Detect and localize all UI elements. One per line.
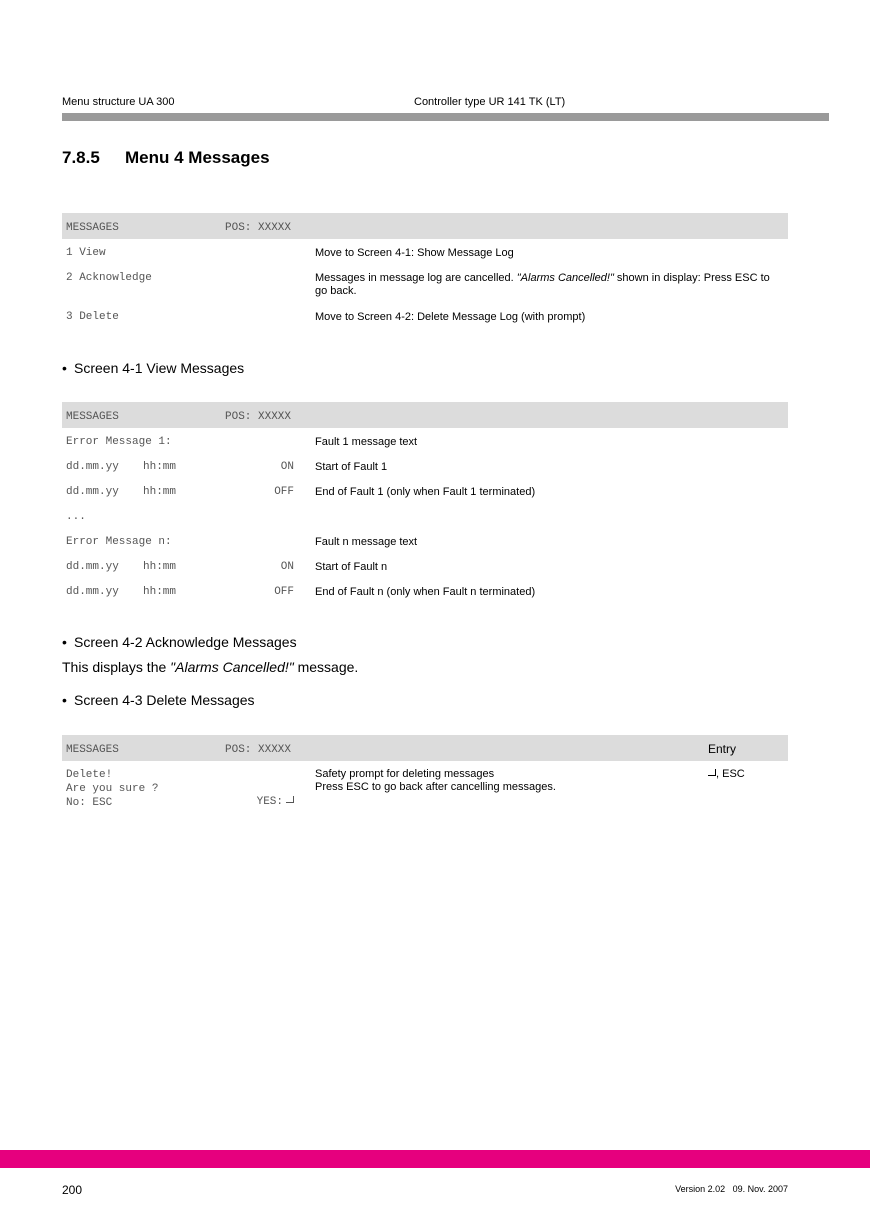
menu-item-description <box>315 272 785 298</box>
bullet-screen-4-2 <box>62 634 297 650</box>
table-row <box>62 453 788 478</box>
row-description: Start of Fault 1 <box>315 461 388 473</box>
header-rule <box>62 113 829 121</box>
lcd-prompt <box>66 768 158 810</box>
bullet-text: Screen 4-2 Acknowledge Messages <box>74 634 297 650</box>
header-center: Controller type UR 141 TK (LT) <box>414 96 566 108</box>
screen-pos: POS: XXXXX <box>225 744 292 756</box>
row-description: End of Fault n (only when Fault n terminated) <box>315 586 536 598</box>
body-text: message. <box>293 659 359 675</box>
lcd-text: Error Message 1: <box>66 436 172 448</box>
body-text: This displays the <box>62 659 171 675</box>
menu-item-description: Move to Screen 4-1: Show Message Log <box>315 247 514 259</box>
page-number: 200 <box>62 1183 83 1197</box>
table-row <box>62 503 788 528</box>
table-row <box>62 264 788 303</box>
menu-item-label: 2 Acknowledge <box>66 272 152 284</box>
bullet-icon: • <box>62 360 67 376</box>
lcd-time: hh:mm <box>143 461 177 473</box>
table-row <box>62 478 788 503</box>
lcd-time: hh:mm <box>143 586 177 598</box>
menu-item-label: 3 Delete <box>66 311 119 323</box>
row-description <box>315 768 556 794</box>
menu4-table <box>62 213 788 328</box>
lcd-status: OFF <box>274 486 294 498</box>
bullet-screen-4-3 <box>62 692 255 708</box>
bullet-text: Screen 4-1 View Messages <box>74 360 245 376</box>
lcd-line: No: ESC <box>66 797 113 809</box>
lcd-date: dd.mm.yy <box>66 586 119 598</box>
screen41-table <box>62 402 788 603</box>
menu4-table-header <box>62 213 788 239</box>
lcd-line: Are you sure ? <box>66 783 159 795</box>
entry-keys <box>705 768 745 780</box>
entry-keys-text: , ESC <box>716 768 745 780</box>
header-left: Menu structure UA 300 <box>62 96 175 108</box>
table-row <box>62 239 788 264</box>
lcd-status: ON <box>280 561 294 573</box>
screen43-table <box>62 735 788 811</box>
lcd-yes-label: YES: <box>256 796 283 808</box>
screen-title: MESSAGES <box>66 411 119 423</box>
lcd-text: Error Message n: <box>66 536 172 548</box>
row-description: End of Fault 1 (only when Fault 1 terminated) <box>315 486 536 498</box>
screen-title: MESSAGES <box>66 744 119 756</box>
lcd-line: Delete! <box>66 769 113 781</box>
description-line: Safety prompt for deleting messages <box>315 768 495 780</box>
menu-item-label: 1 View <box>66 247 106 259</box>
version-info: Version 2.02 09. Nov. 2007 <box>675 1184 788 1194</box>
enter-icon <box>286 796 294 803</box>
table-row <box>62 428 788 453</box>
enter-icon <box>708 769 716 776</box>
section-number: 7.8.5 <box>62 148 100 167</box>
screen43-table-header <box>62 735 788 761</box>
description-line: Press ESC to go back after cancelling messages. <box>315 781 556 793</box>
bullet-icon: • <box>62 634 67 650</box>
lcd-date: dd.mm.yy <box>66 486 119 498</box>
screen41-table-header <box>62 402 788 428</box>
description-text: shown in display: Press ESC to go back. <box>315 272 770 297</box>
body-emphasis: "Alarms Cancelled!" <box>170 659 294 675</box>
section-title: Menu 4 Messages <box>125 148 270 167</box>
table-row <box>62 528 788 553</box>
description-emphasis: "Alarms Cancelled!" <box>516 272 614 284</box>
table-row <box>62 303 788 328</box>
screen-pos: POS: XXXXX <box>225 222 292 234</box>
bullet-icon: • <box>62 692 67 708</box>
table-row <box>62 761 788 811</box>
bullet-text: Screen 4-3 Delete Messages <box>74 692 255 708</box>
bullet-screen-4-1 <box>62 360 244 376</box>
table-row <box>62 553 788 578</box>
lcd-yes <box>252 796 294 808</box>
screen-title: MESSAGES <box>66 222 119 234</box>
lcd-time: hh:mm <box>143 561 177 573</box>
screen42-description <box>62 659 358 675</box>
entry-column-header: Entry <box>708 742 737 756</box>
lcd-time: hh:mm <box>143 486 177 498</box>
lcd-text: ... <box>66 511 86 523</box>
description-text: Messages in message log are cancelled. <box>315 272 517 284</box>
screen-pos: POS: XXXXX <box>225 411 292 423</box>
table-row <box>62 578 788 603</box>
lcd-status: OFF <box>274 586 294 598</box>
row-description: Start of Fault n <box>315 561 388 573</box>
lcd-date: dd.mm.yy <box>66 561 119 573</box>
row-description: Fault n message text <box>315 536 418 548</box>
row-description: Fault 1 message text <box>315 436 418 448</box>
menu-item-description: Move to Screen 4-2: Delete Message Log (with prompt) <box>315 311 586 323</box>
footer-accent-bar <box>0 1150 870 1168</box>
lcd-date: dd.mm.yy <box>66 461 119 473</box>
lcd-status: ON <box>280 461 294 473</box>
